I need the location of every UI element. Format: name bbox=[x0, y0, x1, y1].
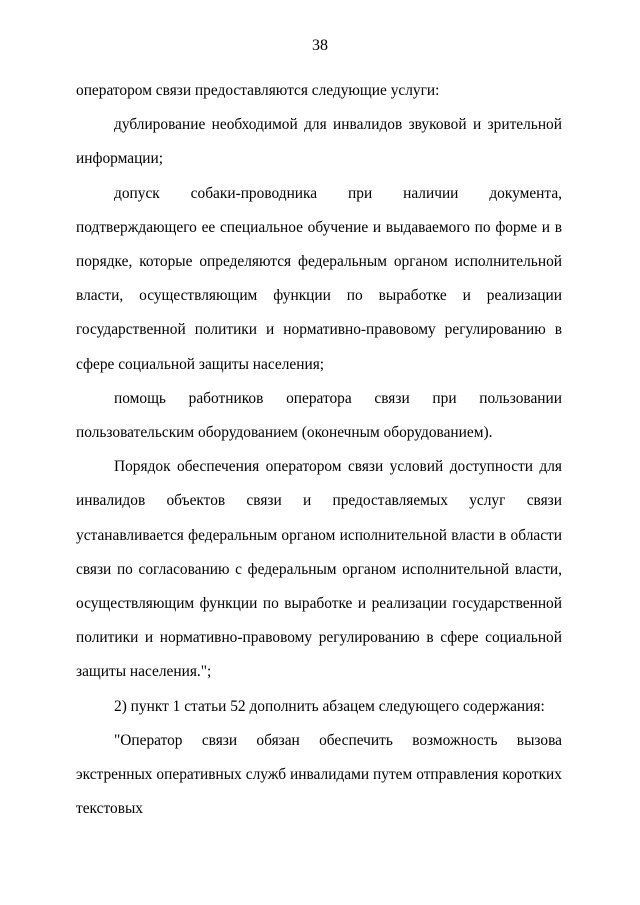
document-body bbox=[76, 74, 562, 826]
paragraph-duplication: дублирование необходимой для инвалидов звуковой и зрительной информации; bbox=[76, 116, 562, 168]
paragraph-amendment: 2) пункт 1 статьи 52 дополнить абзацем следующего содержания: bbox=[114, 697, 545, 715]
paragraph-assistance: помощь работников оператора связи при пользовании пользовательским оборудованием (оконечным оборудованием). bbox=[76, 389, 562, 442]
paragraph-accessibility-order: Порядок обеспечения оператором связи условий доступности для инвалидов объектов связи и предоставляемых услуг связи устанавливается федеральным органом исполнительной власти в области связи по согласованию с федеральным органом исполнительной власти, осуществляющим функции по выработке и реализации государственной политики и нормативно-правовому регулированию в сфере социальной защиты населения."; bbox=[76, 458, 562, 681]
paragraph-emergency-services: "Оператор связи обязан обеспечить возможность вызова экстренных оперативных служб инвалидами путем отправления коротких текстовых bbox=[76, 731, 562, 818]
page-number: 38 bbox=[312, 37, 328, 54]
paragraph-guide-dog: допуск собаки-проводника при наличии документа, подтверждающего ее специальное обучение и выдаваемого по форме и в порядке, которые определяются федеральным органом исполнительной власти, осуществляющим функции по выработке и реализации государственной политики и нормативно-правовому регулированию в сфере социальной защиты населения; bbox=[76, 184, 562, 373]
paragraph-intro: оператором связи предоставляются следующие услуги: bbox=[76, 82, 440, 99]
